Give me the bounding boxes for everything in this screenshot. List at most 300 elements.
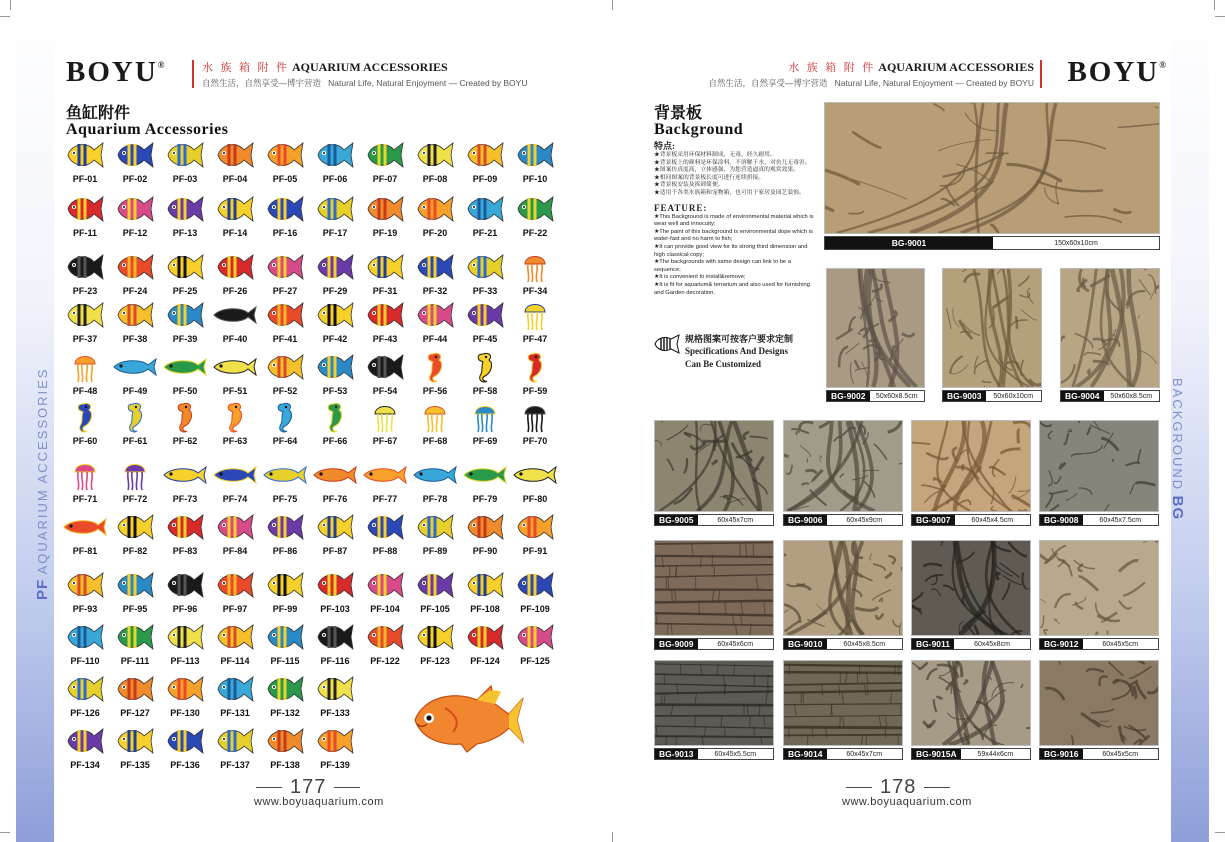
product-code: PF-50 xyxy=(172,386,198,396)
product-code: PF-24 xyxy=(122,286,148,296)
fish-ornament-icon xyxy=(460,350,510,384)
product-code: PF-137 xyxy=(220,760,250,770)
product-item xyxy=(110,458,160,504)
product-item xyxy=(210,192,260,238)
product-code: PF-45 xyxy=(472,334,498,344)
crop-mark xyxy=(10,0,11,10)
header-cn-title: 水 族 箱 附 件 xyxy=(788,61,876,74)
product-code: PF-134 xyxy=(70,760,100,770)
product-code: PF-05 xyxy=(272,174,298,184)
fish-ornament-icon xyxy=(110,138,160,172)
dash xyxy=(334,787,360,788)
panel-size: 50x60x8.5cm xyxy=(1110,392,1153,400)
fish-ornament-icon xyxy=(410,400,460,434)
product-item xyxy=(360,568,410,614)
product-code: PF-07 xyxy=(372,174,398,184)
fish-ornament-icon xyxy=(60,350,110,384)
fish-ornament-icon xyxy=(60,400,110,434)
panel-code: BG-9014 xyxy=(784,749,827,759)
fish-ornament-icon xyxy=(260,568,310,602)
fish-ornament-icon xyxy=(160,298,210,332)
product-item xyxy=(460,250,510,296)
product-item xyxy=(360,510,410,556)
product-item xyxy=(310,620,360,666)
slogan-en: Natural Life, Natural Enjoyment — Created by BOYU xyxy=(328,78,528,88)
background-panel xyxy=(911,540,1031,650)
fish-ornament-icon xyxy=(460,568,510,602)
product-code: PF-33 xyxy=(472,286,498,296)
background-panel-image xyxy=(911,660,1031,746)
panel-size: 60x45x5cm xyxy=(1102,750,1139,758)
product-item xyxy=(460,298,510,344)
dash xyxy=(846,787,872,788)
product-item xyxy=(460,510,510,556)
product-code: PF-76 xyxy=(322,494,348,504)
product-item xyxy=(210,298,260,344)
product-code: PF-08 xyxy=(422,174,448,184)
product-code: PF-03 xyxy=(172,174,198,184)
product-code: PF-54 xyxy=(372,386,398,396)
product-code: PF-53 xyxy=(322,386,348,396)
fish-ornament-icon xyxy=(410,458,460,492)
panel-size: 60x45x6cm xyxy=(717,640,754,648)
product-item xyxy=(360,250,410,296)
product-item xyxy=(210,620,260,666)
product-item xyxy=(110,298,160,344)
product-item xyxy=(110,250,160,296)
custom-en-1: Specifications And Designs xyxy=(685,346,789,356)
fish-ornament-icon xyxy=(60,672,110,706)
product-code: PF-56 xyxy=(422,386,448,396)
fish-ornament-icon xyxy=(410,298,460,332)
product-item xyxy=(310,192,360,238)
panel-size: 50x60x10cm xyxy=(993,392,1034,400)
background-panel xyxy=(942,268,1042,402)
fish-ornament-icon xyxy=(460,400,510,434)
background-panel-label xyxy=(1039,514,1159,526)
fish-ornament-icon xyxy=(160,250,210,284)
registered-mark: ® xyxy=(1159,60,1168,70)
product-code: PF-72 xyxy=(122,494,148,504)
header-cn-title: 水 族 箱 附 件 xyxy=(202,61,289,74)
product-item xyxy=(60,458,110,504)
product-item xyxy=(160,400,210,446)
fish-ornament-icon xyxy=(210,138,260,172)
panel-size: 60x45x4.5cm xyxy=(971,516,1014,524)
fish-ornament-icon xyxy=(310,724,360,758)
fish-ornament-icon xyxy=(60,138,110,172)
product-item xyxy=(160,250,210,296)
product-item xyxy=(410,510,460,556)
fish-ornament-icon xyxy=(210,458,260,492)
product-item xyxy=(360,350,410,396)
product-item xyxy=(110,568,160,614)
right-side-label xyxy=(1168,378,1186,520)
product-code: PF-99 xyxy=(272,604,298,614)
fish-ornament-icon xyxy=(310,298,360,332)
product-item xyxy=(410,138,460,184)
fish-ornament-icon xyxy=(310,510,360,544)
product-item xyxy=(510,192,560,238)
background-panel-label xyxy=(911,514,1031,526)
background-panel-label xyxy=(826,390,925,402)
right-section-title xyxy=(654,100,743,139)
product-code: PF-02 xyxy=(122,174,148,184)
crop-mark xyxy=(0,16,10,17)
fish-ornament-icon xyxy=(160,568,210,602)
background-panel-label xyxy=(942,390,1042,402)
product-code: PF-87 xyxy=(322,546,348,556)
product-code: PF-14 xyxy=(222,228,248,238)
feature-item: ★相同图案的背景板长度可进行连续拼接。 xyxy=(654,174,765,181)
product-item xyxy=(410,250,460,296)
product-item xyxy=(410,350,460,396)
section-title-en: Aquarium Accessories xyxy=(66,121,229,138)
product-code: PF-79 xyxy=(472,494,498,504)
featured-fish-image xyxy=(405,678,525,756)
panel-code: BG-9007 xyxy=(912,515,955,525)
fish-icon xyxy=(654,334,680,354)
panel-size: 50x60x8.5cm xyxy=(875,392,918,400)
product-code: PF-22 xyxy=(522,228,548,238)
background-panel-label xyxy=(1039,748,1159,760)
product-item xyxy=(210,458,260,504)
product-code: PF-06 xyxy=(322,174,348,184)
product-item xyxy=(110,350,160,396)
product-item xyxy=(460,568,510,614)
background-panel-image xyxy=(1060,268,1160,388)
product-code: PF-37 xyxy=(72,334,98,344)
product-item xyxy=(110,724,160,770)
panel-size: 150x60x10cm xyxy=(1054,239,1098,247)
feature-item: ★It is fit for aquarium& terrarium and also used for furnishing and Garden decoration. xyxy=(654,281,810,296)
product-code: PF-77 xyxy=(372,494,398,504)
fish-ornament-icon xyxy=(60,192,110,226)
side-word: BACKGROUND xyxy=(1170,378,1185,492)
product-item xyxy=(510,250,560,296)
feature-item: ★The backgrounds with same design can link to be a sequence; xyxy=(654,259,791,273)
website-link[interactable]: www.boyuaquarium.com xyxy=(842,796,972,808)
product-item xyxy=(210,672,260,718)
fish-ornament-icon xyxy=(510,250,560,284)
product-code: PF-27 xyxy=(272,286,298,296)
fish-ornament-icon xyxy=(510,298,560,332)
fish-ornament-icon xyxy=(110,192,160,226)
product-code: PF-47 xyxy=(522,334,548,344)
fish-ornament-icon xyxy=(360,510,410,544)
product-item xyxy=(210,250,260,296)
product-item xyxy=(460,458,510,504)
background-panel-label xyxy=(783,638,903,650)
product-item xyxy=(310,568,360,614)
product-code: PF-133 xyxy=(320,708,350,718)
left-side-label xyxy=(34,368,52,601)
panel-code: BG-9010 xyxy=(784,639,827,649)
product-code: PF-127 xyxy=(120,708,150,718)
header-title xyxy=(709,59,1034,75)
product-item xyxy=(60,298,110,344)
product-item xyxy=(110,510,160,556)
product-item xyxy=(60,400,110,446)
fish-ornament-icon xyxy=(260,138,310,172)
fish-ornament-icon xyxy=(410,192,460,226)
fish-ornament-icon xyxy=(210,192,260,226)
product-code: PF-71 xyxy=(72,494,98,504)
product-code: PF-105 xyxy=(420,604,450,614)
product-code: PF-86 xyxy=(272,546,298,556)
product-code: PF-25 xyxy=(172,286,198,296)
product-code: PF-136 xyxy=(170,760,200,770)
fish-ornament-icon xyxy=(510,458,560,492)
right-header xyxy=(680,56,1170,92)
fish-ornament-icon xyxy=(410,138,460,172)
product-item xyxy=(210,510,260,556)
background-panel xyxy=(654,420,774,526)
brand-name: BOYU xyxy=(1067,56,1160,88)
background-panel-image xyxy=(826,268,925,388)
product-code: PF-78 xyxy=(422,494,448,504)
fish-ornament-icon xyxy=(310,458,360,492)
product-code: PF-111 xyxy=(120,656,150,666)
product-code: PF-132 xyxy=(270,708,300,718)
background-panel xyxy=(654,660,774,760)
product-item xyxy=(510,620,560,666)
product-item xyxy=(410,192,460,238)
product-item xyxy=(210,568,260,614)
product-item xyxy=(210,400,260,446)
product-code: PF-104 xyxy=(370,604,400,614)
product-code: PF-09 xyxy=(472,174,498,184)
panel-code: BG-9013 xyxy=(655,749,698,759)
product-item xyxy=(160,192,210,238)
product-code: PF-39 xyxy=(172,334,198,344)
product-code: PF-126 xyxy=(70,708,100,718)
product-code: PF-58 xyxy=(472,386,498,396)
product-code: PF-48 xyxy=(72,386,98,396)
background-panel-image xyxy=(654,540,774,636)
fish-ornament-icon xyxy=(510,510,560,544)
background-panel xyxy=(1039,420,1159,526)
product-item xyxy=(60,250,110,296)
fish-ornament-icon xyxy=(310,192,360,226)
panel-code: BG-9005 xyxy=(655,515,698,525)
fish-ornament-icon xyxy=(160,350,210,384)
product-code: PF-83 xyxy=(172,546,198,556)
product-item xyxy=(410,458,460,504)
fish-ornament-icon xyxy=(260,250,310,284)
product-code: PF-130 xyxy=(170,708,200,718)
product-item xyxy=(160,350,210,396)
product-code: PF-38 xyxy=(122,334,148,344)
product-item xyxy=(160,620,210,666)
background-panel-image xyxy=(911,420,1031,512)
fish-ornament-icon xyxy=(110,620,160,654)
product-item xyxy=(60,192,110,238)
background-panel xyxy=(911,420,1031,526)
product-code: PF-62 xyxy=(172,436,198,446)
panel-size: 60x45x7.5cm xyxy=(1099,516,1142,524)
product-code: PF-73 xyxy=(172,494,198,504)
product-item xyxy=(260,400,310,446)
features-block xyxy=(654,140,819,297)
product-code: PF-70 xyxy=(522,436,548,446)
fish-ornament-icon xyxy=(160,192,210,226)
fish-ornament-icon xyxy=(360,250,410,284)
page-number-text: 177 xyxy=(290,776,327,798)
product-code: PF-21 xyxy=(472,228,498,238)
left-section-title xyxy=(66,100,228,139)
product-code: PF-64 xyxy=(272,436,298,446)
product-item xyxy=(510,138,560,184)
background-panel-image xyxy=(654,660,774,746)
fish-ornament-icon xyxy=(410,350,460,384)
product-item xyxy=(110,620,160,666)
fish-ornament-icon xyxy=(60,724,110,758)
product-item xyxy=(360,192,410,238)
header-en-title: AQUARIUM ACCESSORIES xyxy=(878,60,1034,74)
fish-ornament-icon xyxy=(160,724,210,758)
slogan-en: Natural Life, Natural Enjoyment — Created by BOYU xyxy=(834,78,1034,88)
product-item xyxy=(260,458,310,504)
fish-ornament-icon xyxy=(410,250,460,284)
panel-code: BG-9008 xyxy=(1040,515,1083,525)
product-code: PF-123 xyxy=(420,656,450,666)
product-item xyxy=(110,400,160,446)
product-item xyxy=(260,250,310,296)
panel-size: 60x45x5cm xyxy=(1102,640,1139,648)
fish-ornament-icon xyxy=(310,400,360,434)
fish-ornament-icon xyxy=(460,138,510,172)
fish-ornament-icon xyxy=(460,458,510,492)
feature-item: ★背景板采用环保材料制成，无毒，经久耐用。 xyxy=(654,152,776,158)
product-item xyxy=(510,350,560,396)
background-panel-label xyxy=(654,514,774,526)
fish-ornament-icon xyxy=(360,298,410,332)
fish-ornament-icon xyxy=(310,620,360,654)
product-code: PF-109 xyxy=(520,604,550,614)
fish-ornament-icon xyxy=(260,510,310,544)
product-code: PF-16 xyxy=(272,228,298,238)
product-code: PF-42 xyxy=(322,334,348,344)
background-panel xyxy=(654,540,774,650)
background-panel-image xyxy=(824,102,1160,234)
background-panel-label xyxy=(911,748,1031,760)
side-word: AQUARIUM ACCESSORIES xyxy=(35,367,50,575)
product-code: PF-113 xyxy=(170,656,200,666)
product-item xyxy=(460,138,510,184)
product-code: PF-122 xyxy=(370,656,400,666)
product-code: PF-40 xyxy=(222,334,248,344)
fish-ornament-icon xyxy=(260,672,310,706)
fish-ornament-icon xyxy=(360,458,410,492)
product-item xyxy=(260,672,310,718)
product-code: PF-12 xyxy=(122,228,148,238)
product-code: PF-139 xyxy=(320,760,350,770)
panel-size: 59x44x6cm xyxy=(977,750,1014,758)
product-code: PF-116 xyxy=(320,656,350,666)
panel-size: 60x45x5.5cm xyxy=(714,750,757,758)
brand-name: BOYU xyxy=(66,56,158,88)
fish-ornament-icon xyxy=(210,724,260,758)
fish-ornament-icon xyxy=(260,724,310,758)
background-panel xyxy=(826,268,925,402)
product-item xyxy=(510,458,560,504)
panel-size: 60x45x9cm xyxy=(846,516,883,524)
feature-item: ★This Background is made of environmental material which is wear well and innocuity; xyxy=(654,213,814,228)
product-item xyxy=(510,298,560,344)
product-code: PF-131 xyxy=(220,708,250,718)
crop-mark xyxy=(612,832,613,842)
product-item xyxy=(460,192,510,238)
product-code: PF-114 xyxy=(220,656,250,666)
fish-ornament-icon xyxy=(260,192,310,226)
product-code: PF-84 xyxy=(222,546,248,556)
custom-cn: 规格图案可按客户要求定制 xyxy=(685,335,794,345)
header-slogan xyxy=(202,77,527,89)
product-code: PF-82 xyxy=(122,546,148,556)
background-panel xyxy=(1060,268,1160,402)
header-text xyxy=(709,59,1034,89)
background-panel-image xyxy=(1039,540,1159,636)
fish-ornament-icon xyxy=(110,724,160,758)
side-code: BG xyxy=(1169,495,1186,521)
fish-ornament-icon xyxy=(460,510,510,544)
product-item xyxy=(160,672,210,718)
fish-ornament-icon xyxy=(260,620,310,654)
feature-item: ★背景板上的颜料是环保涂料，不溶解于水，对鱼儿无毒害。 xyxy=(654,159,811,166)
background-panel-label xyxy=(1060,390,1160,402)
fish-ornament-icon xyxy=(60,510,110,544)
panel-code: BG-9012 xyxy=(1040,639,1083,649)
background-panel-label xyxy=(654,748,774,760)
brand-logo xyxy=(1067,56,1168,89)
fish-ornament-icon xyxy=(510,568,560,602)
product-item xyxy=(360,400,410,446)
dash xyxy=(924,787,950,788)
page-number-text: 178 xyxy=(880,776,917,798)
fish-ornament-icon xyxy=(60,250,110,284)
fish-ornament-icon xyxy=(60,458,110,492)
crop-mark xyxy=(0,832,10,833)
fish-ornament-icon xyxy=(460,620,510,654)
fish-ornament-icon xyxy=(110,350,160,384)
product-code: PF-51 xyxy=(222,386,248,396)
product-code: PF-34 xyxy=(522,286,548,296)
fish-ornament-icon xyxy=(510,620,560,654)
customization-note xyxy=(654,332,824,371)
background-panel xyxy=(783,420,903,526)
product-code: PF-26 xyxy=(222,286,248,296)
fish-ornament-icon xyxy=(310,250,360,284)
product-code: PF-61 xyxy=(122,436,148,446)
header-divider xyxy=(1040,60,1042,88)
fish-ornament-icon xyxy=(210,400,260,434)
background-panel xyxy=(1039,660,1159,760)
background-panel-label xyxy=(654,638,774,650)
product-item xyxy=(310,138,360,184)
features-en-list xyxy=(654,214,819,298)
product-code: PF-01 xyxy=(72,174,98,184)
background-panel xyxy=(783,660,903,760)
website-link[interactable]: www.boyuaquarium.com xyxy=(254,796,384,808)
product-item xyxy=(60,620,110,666)
product-code: PF-125 xyxy=(520,656,550,666)
features-en-title: FEATURE: xyxy=(654,202,708,213)
registered-mark: ® xyxy=(157,60,167,70)
panel-code: BG-9002 xyxy=(827,391,870,401)
fish-ornament-icon xyxy=(510,400,560,434)
fish-ornament-icon xyxy=(360,568,410,602)
